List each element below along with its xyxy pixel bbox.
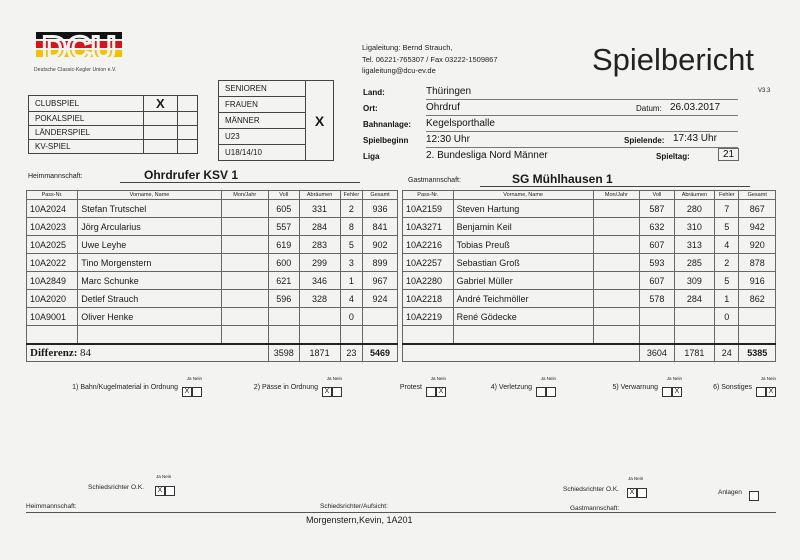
cell-mon[interactable] [593,200,640,218]
datum-value: 26.03.2017 [670,102,721,113]
total-feh: 23 [340,344,363,362]
guest-score-table [402,190,776,362]
cell-feh[interactable]: 5 [715,218,739,236]
cell-abr[interactable]: 309 [674,272,715,290]
nein-checkbox[interactable]: X [672,387,682,397]
nein-label: Nein [546,376,556,381]
question-label: 5) Verwarnung [612,384,658,391]
category-label: U23 [219,129,306,145]
cell-ges[interactable] [363,308,398,326]
category-label: U18/14/10 [219,145,306,161]
player-row [403,236,776,254]
cell-voll[interactable]: 607 [640,272,674,290]
nein-label: Nein [766,376,776,381]
form-version: V3.3 [758,88,771,94]
cell-abr[interactable]: 331 [299,200,340,218]
total-feh: 24 [715,344,739,362]
cell-mon[interactable] [593,254,640,272]
cell-pass[interactable]: 10A2849 [27,272,78,290]
cell-feh[interactable]: 2 [715,254,739,272]
sign-home-label: Heimmannschaft: [26,503,77,510]
total-ges: 5469 [363,344,398,362]
col-header: Abräumen [674,191,715,200]
home-team-label: Heimmannschaft: [28,173,83,180]
total-ges: 5385 [739,344,776,362]
difference-label: Differenz: [30,347,78,359]
referee-name: Morgenstern,Kevin, 1A201 [306,515,413,525]
bahn-value: Kegelsporthalle [426,118,495,129]
cell-mon[interactable] [593,218,640,236]
col-header: Fehler [340,191,363,200]
cell-abr[interactable]: 284 [299,218,340,236]
cell-mon[interactable] [221,200,268,218]
question-label: 1) Bahn/Kugelmaterial in Ordnung [72,384,178,391]
cell-name[interactable]: Oliver Henke [78,308,221,326]
contact-line: Tel. 06221-765307 / Fax 03222-1509867 [362,54,498,64]
cell-ges[interactable]: 862 [739,290,776,308]
ja-checkbox[interactable] [662,387,672,397]
sr-ok-guest-ja-checkbox[interactable]: X [627,488,637,498]
cell-ges[interactable]: 936 [363,200,398,218]
player-row [27,290,398,308]
cell-name[interactable]: Tobias Preuß [453,236,593,254]
col-header: Mon/Jahr [221,191,268,200]
cell-abr[interactable]: 285 [674,254,715,272]
category-label: FRAUEN [219,97,306,113]
cell-mon[interactable] [221,272,268,290]
land-label: Land: [363,88,385,97]
nein-label: Nein [634,476,644,481]
player-row [27,254,398,272]
difference-value: 84 [79,347,91,359]
guest-team-label: Gastmannschaft: [408,177,461,184]
question-label: 2) Pässe in Ordnung [253,384,318,391]
cell-voll[interactable]: 587 [640,200,674,218]
cell-voll[interactable]: 596 [268,290,299,308]
cell-feh[interactable]: 4 [340,290,363,308]
col-header: Gesamt [363,191,398,200]
cell-pass[interactable]: 10A2257 [403,254,454,272]
anlagen-label: Anlagen [718,489,742,496]
ja-checkbox[interactable]: X [322,387,332,397]
col-header: Gesamt [739,191,776,200]
cell-feh[interactable]: 2 [340,200,363,218]
game-type-label: CLUBSPIEL [29,96,144,112]
player-row [27,218,398,236]
player-row [403,290,776,308]
cell-ges[interactable]: 920 [739,236,776,254]
cell-mon[interactable] [221,254,268,272]
cell-mon[interactable] [593,236,640,254]
home-team-name: Ohrdrufer KSV 1 [144,168,239,182]
cell-voll[interactable]: 600 [268,254,299,272]
nein-checkbox[interactable]: X [766,387,776,397]
cell-name[interactable]: Sebastian Groß [453,254,593,272]
cell-ges[interactable]: 942 [739,218,776,236]
total-abr: 1871 [299,344,340,362]
sr-ok-ja-checkbox[interactable]: X [155,486,165,496]
ja-label: Ja [628,476,633,481]
cell-pass[interactable]: 10A2218 [403,290,454,308]
player-row [403,218,776,236]
cell-abr[interactable]: 299 [299,254,340,272]
cell-ges[interactable] [739,308,776,326]
contact-line: Ligaleitung: Bernd Strauch, [362,43,453,52]
total-voll: 3604 [640,344,674,362]
player-row [27,236,398,254]
game-type-mark[interactable] [144,140,178,154]
col-header: Fehler [715,191,739,200]
liga-value: 2. Bundesliga Nord Männer [426,150,548,161]
game-type-mark[interactable]: X [144,96,178,112]
player-row [403,200,776,218]
cell-ges[interactable]: 867 [739,200,776,218]
game-type-label: KV-SPIEL [29,140,144,154]
cell-pass[interactable]: 10A2159 [403,200,454,218]
cell-voll[interactable] [640,308,674,326]
cell-feh[interactable]: 1 [715,290,739,308]
cell-name[interactable]: Gabriel Müller [453,272,593,290]
sr-ok-label-guest: Schiedsrichter O.K. [563,486,619,493]
cell-name[interactable]: Steven Hartung [453,200,593,218]
cell-mon[interactable] [593,308,640,326]
cell-name[interactable]: Detlef Strauch [78,290,221,308]
game-type-label: POKALSPIEL [29,112,144,126]
liga-label: Liga [363,152,380,161]
ja-checkbox[interactable] [426,387,436,397]
category-label: SENIOREN [219,81,306,97]
col-header: Vorname, Name [78,191,221,200]
cell-voll[interactable]: 593 [640,254,674,272]
ja-label: Ja [186,376,192,381]
cell-voll[interactable]: 632 [640,218,674,236]
beginn-label: Spielbeginn [363,136,409,145]
cell-feh[interactable]: 0 [340,308,363,326]
cell-ges[interactable]: 841 [363,218,398,236]
col-header: Voll [268,191,299,200]
cell-ges[interactable]: 916 [739,272,776,290]
cell-ges[interactable]: 924 [363,290,398,308]
cell-mon[interactable] [593,272,640,290]
cell-abr[interactable] [299,308,340,326]
ja-label: Ja [326,376,332,381]
player-row [27,272,398,290]
total-voll: 3598 [268,344,299,362]
category-label: MÄNNER [219,113,306,129]
player-row [403,308,776,326]
nein-checkbox[interactable] [192,387,202,397]
nein-label: Nein [672,376,682,381]
cell-name[interactable]: Uwe Leyhe [78,236,221,254]
cell-abr[interactable]: 280 [674,200,715,218]
question-label: 6) Sonstiges [713,384,752,391]
cell-pass[interactable]: 10A9001 [27,308,78,326]
player-row [27,200,398,218]
category-table [218,80,334,161]
anlagen-checkbox[interactable] [749,491,759,501]
svg-text:DCU: DCU [42,30,116,68]
ja-label: Ja [156,474,161,479]
bahn-label: Bahnanlage: [363,120,412,129]
player-row [403,272,776,290]
cell-pass[interactable]: 10A2020 [27,290,78,308]
player-row [403,254,776,272]
sign-guest-label: Gastmannschaft: [570,505,620,512]
cell-mon[interactable] [593,290,640,308]
cell-ges[interactable]: 899 [363,254,398,272]
sr-ok-label: Schiedsrichter O.K. [88,484,144,491]
cell-voll[interactable]: 605 [268,200,299,218]
question-label: 4) Verletzung [490,384,532,391]
cell-name[interactable]: Benjamin Keil [453,218,593,236]
cell-name[interactable]: René Gödecke [453,308,593,326]
cell-voll[interactable] [268,308,299,326]
game-type-label: LÄNDERSPIEL [29,126,144,140]
cell-pass[interactable]: 10A2022 [27,254,78,272]
cell-pass[interactable]: 10A2023 [27,218,78,236]
total-abr: 1781 [674,344,715,362]
game-type-table [28,95,198,154]
cell-mon[interactable] [221,236,268,254]
col-header: Abräumen [299,191,340,200]
land-value: Thüringen [426,86,472,97]
ende-value: 17:43 Uhr [673,133,717,144]
nein-label: Nein [162,474,172,479]
cell-voll[interactable]: 619 [268,236,299,254]
cell-name[interactable]: André Teichmöller [453,290,593,308]
spieltag-value: 21 [718,148,739,161]
cell-abr[interactable]: 310 [674,218,715,236]
cell-abr[interactable]: 284 [674,290,715,308]
cell-feh[interactable]: 5 [715,272,739,290]
player-row [27,308,398,326]
cell-name[interactable]: Jörg Arcularius [78,218,221,236]
ort-label: Ort: [363,104,378,113]
col-header: Vorname, Name [453,191,593,200]
col-header: Mon/Jahr [593,191,640,200]
ende-label: Spielende: [624,136,665,145]
cell-voll[interactable]: 607 [640,236,674,254]
home-score-table [26,190,398,362]
guest-team-name: SG Mühlhausen 1 [512,172,613,186]
ja-checkbox[interactable] [756,387,766,397]
cell-name[interactable]: Marc Schunke [78,272,221,290]
cell-feh[interactable]: 5 [340,236,363,254]
category-mark[interactable]: X [306,81,334,161]
cell-pass[interactable]: 10A2025 [27,236,78,254]
game-type-mark[interactable] [144,126,178,140]
cell-ges[interactable]: 902 [363,236,398,254]
cell-mon[interactable] [221,218,268,236]
cell-mon[interactable] [221,290,268,308]
contact-line: ligaleitung@dcu-ev.de [362,66,436,75]
cell-ges[interactable]: 967 [363,272,398,290]
total-row [403,344,776,362]
contact-block [362,42,498,77]
logo-subtitle: Deutsche Classic-Kegler Union e.V. [34,67,117,73]
nein-checkbox[interactable] [546,387,556,397]
cell-pass[interactable]: 10A2219 [403,308,454,326]
cell-pass[interactable]: 10A2216 [403,236,454,254]
cell-voll[interactable]: 578 [640,290,674,308]
question-label: Protest [399,384,422,391]
nein-checkbox[interactable] [332,387,342,397]
sr-ok-nein-checkbox[interactable] [165,486,175,496]
cell-name[interactable]: Tino Morgenstern [78,254,221,272]
cell-feh[interactable]: 3 [340,254,363,272]
cell-feh[interactable]: 1 [340,272,363,290]
datum-label: Datum: [636,104,662,113]
total-row [27,344,398,362]
ja-label: Ja [540,376,546,381]
cell-abr[interactable]: 328 [299,290,340,308]
cell-abr[interactable]: 346 [299,272,340,290]
ja-checkbox[interactable]: X [182,387,192,397]
col-header: Pass-Nr. [403,191,454,200]
questions-row [26,376,776,398]
cell-pass[interactable]: 10A2024 [27,200,78,218]
sign-referee-label: Schiedsrichter/Aufsicht: [320,503,388,510]
cell-pass[interactable]: 10A3271 [403,218,454,236]
col-header: Pass-Nr. [27,191,78,200]
ja-label: Ja [760,376,766,381]
cell-feh[interactable]: 8 [340,218,363,236]
col-header: Voll [640,191,674,200]
cell-feh[interactable]: 7 [715,200,739,218]
nein-label: Nein [192,376,202,381]
cell-abr[interactable]: 313 [674,236,715,254]
game-type-mark[interactable] [144,112,178,126]
cell-ges[interactable]: 878 [739,254,776,272]
beginn-value: 12:30 Uhr [426,134,470,145]
nein-label: Nein [436,376,446,381]
cell-feh[interactable]: 4 [715,236,739,254]
page-title: Spielbericht [592,42,754,77]
ja-checkbox[interactable] [536,387,546,397]
ja-label: Ja [430,376,436,381]
spieltag-label: Spieltag: [656,152,690,161]
cell-voll[interactable]: 621 [268,272,299,290]
cell-feh[interactable]: 0 [715,308,739,326]
cell-abr[interactable]: 283 [299,236,340,254]
cell-pass[interactable]: 10A2280 [403,272,454,290]
cell-voll[interactable]: 557 [268,218,299,236]
cell-abr[interactable] [674,308,715,326]
ja-label: Ja [666,376,672,381]
sr-ok-guest-nein-checkbox[interactable] [637,488,647,498]
nein-checkbox[interactable]: X [436,387,446,397]
cell-mon[interactable] [221,308,268,326]
ort-value: Ohrdruf [426,102,460,113]
cell-name[interactable]: Stefan Trutschel [78,200,221,218]
nein-label: Nein [332,376,342,381]
